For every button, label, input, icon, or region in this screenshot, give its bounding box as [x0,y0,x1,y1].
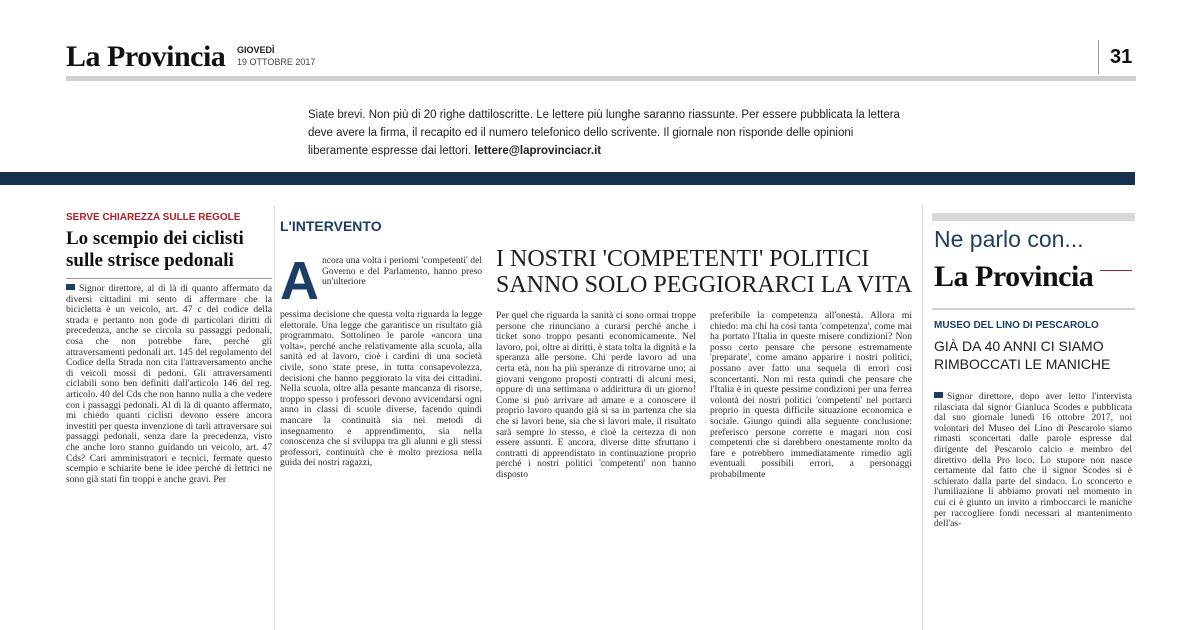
sidebar-body [934,392,1132,630]
main-headline: I NOSTRI 'COMPETENTI' POLITICI SANNO SOLO PEGGIORARCI LA VITA [496,246,913,298]
masthead-rule [66,76,1136,81]
letter1-text: Signor direttore, al di là di quanto affermato da diversi cittadini mi sento di affermare che la bicicletta è un veicolo, art. 47 c del codice della strada e pertanto non gode di particolari diritti di precedenza, anche se circola su passaggi pedonali, cosa che non potrebbe fare, perché gli attraversamenti pedonali art. 145 del regolamento del Codice della Strada non cita l'attraversamento anche di veicoli mossi di pedoni. Gli attraversamenti ciclabili sono ben definiti dall'articolo 146 del reg. articolo. 40 del Cds che non hanno nulla a che vedere con i passaggi pedonali. Al di là di quanto affermato, mi chiedo quanti ciclisti devono essere ancora investiti per questa invenzione di tarli attraversare sui passaggi pedonali, senza dare la precedenza, visto che anche loro stanno guidando un veicolo, art. 47 Cds? Cari amministratori e tecnici, fermate questo scempio e schiarite bene le idee perché di lettrici ne sono già stati fin troppi e anche gravi. Per [66,284,272,485]
masthead-divider [1098,40,1099,74]
sidebar-headline: GIÀ DA 40 ANNI CI SIAMO RIMBOCCATI LE MANICHE [934,338,1111,372]
sidebar-rule [932,308,1135,310]
sidebar-top-rule [932,213,1135,221]
sidebar-title: Ne parlo con... [934,226,1084,252]
letters-email[interactable]: lettere@laprovinciacr.it [474,145,602,157]
section-band [0,172,1135,185]
masthead-date: 19 OTTOBRE 2017 [237,57,316,67]
column-divider [274,205,275,630]
letter1-headline: Lo scempio dei ciclisti sulle strisce pedonali [66,228,244,271]
intervento-body-col3: Per quel che riguarda la sanità ci sono ormai troppe persone che rinunciano a curarsi perché anche i ticket sono troppo pesanti economicamente. Nel lavoro, poi, oltre ai diritti, è stata tolta la dignità e la speranza alle persone. Chi perde lavoro ad una certa età, non ha più speranze di ritrovarne uno; ai giovani vengono proposti contratti di alcuni mesi, oppure di una settimana o addirittura di un giorno! Come si può arrivare ad amare e a conoscere il proprio lavoro quando già si sa in partenza che sia che si lavori bene, sia che si lavori male, il risultato sarà sempre lo stesso, e cioè la certezza di non essere assunti. E ancora, diverse ditte sfruttano i contratti di apprendistato in continuazione proprio perché i nostri politici 'competenti' non hanno disposto [496,311,696,480]
sidebar-logo-accent [1100,270,1132,271]
page-number: 31 [1110,46,1133,68]
letters-notice [308,106,908,160]
intervento-kicker: L'INTERVENTO [280,218,382,234]
bullet-icon [66,284,75,290]
letter1-body [66,284,272,630]
sidebar-divider [922,205,923,630]
sidebar-text: Signor direttore, dopo aver letto l'intervista rilasciata dal signor Gianluca Scodes e pubblicata dal suo giornale lunedì 16 ottobre 2017, noi volontari del Museo del Lino di Pescarolo siamo rimasti sconcertati dalle parole espresse dal dirigente del Pescarolo calcio e membro del direttivo della Pro loco. Lo stupore non nasce certamente dal fatto che il signor Scodes si è schierato dalla parte del sindaco. Lo sconcerto e l'umiliazione li abbiamo provati nel momento in cui ci è giunto un invito a rimboccarci le maniche per raccogliere fondi necessari al mantenimento dell'as- [934,392,1132,530]
intervento-body-col4: preferibile la competenza all'onestà. Allora mi chiedo: ma chi ha così tanta 'competenza', come mai ha portato l'Italia in queste misere condizioni? Non posso certo pensare che persone estremamente 'preparate', come amano apparire i nostri politici, possano aver fatto una sequela di errori così sconcertanti. Non mi resta quindi che pensare che l'Italia è in queste pessime condizioni per una ferrea volontà dei nostri politici 'competenti' nel portarci proprio in questa difficile situazione economica e sociale. Giungo quindi alla seguente conclusione: preferisco persone corrette e magari non così competenti che si darebbero onestamente molto da fare e potrebbero immediatamente rimedio agli eventuali possibili errori, a personaggi probabilmente [710,311,912,480]
letter1-kicker: SERVE CHIAREZZA SULLE REGOLE [66,212,241,223]
intervento-first-lines: ncora una volta i periomi 'competenti' del Governo e del Parlamento, hanno preso un'ulteriore [322,255,482,288]
sidebar-logo: La Provincia [934,260,1094,293]
notice-text: Siate brevi. Non più di 20 righe dattiloscritte. Le lettere più lunghe saranno riassunte. Per essere pubblicata la lettera deve avere la firma, il recapito ed il numero telefonico dello scrivente. Il giornale non risponde delle opinioni liberamente espresse dai lettori. [308,109,900,157]
sidebar-kicker: MUSEO DEL LINO DI PESCAROLO [934,320,1099,331]
bullet-icon [934,392,943,398]
dropcap: A [280,251,319,311]
masthead-logo: La Provincia [66,40,226,73]
letter1-rule [66,278,272,279]
intervento-body-col2: pessima decisione che questa volta riguarda la legge elettorale. Una legge che garantisce un risultato già programmato. Sottolineo le parole «ancora una volta», perché anche relativamente alla scuola, alla sanità ed al lavoro, cioè i cardini di una società civile, sono state prese, in tutta consapevolezza, decisioni che hanno peggiorato la vita dei cittadini. Nella scuola, oltre alla pesante mancanza di risorse, troppo spesso i professori devono avvicendarsi ogni anno in classi di scuole diverse, facendo quindi mancare la continuità sia nei metodi di insegnamento e apprendimento, sia nella conoscenza che si sviluppa tra gli alunni e gli stessi professori, continuità che è molto preziosa nella guida dei nostri ragazzi, [280,310,482,469]
masthead-day: GIOVEDÌ [237,45,275,55]
